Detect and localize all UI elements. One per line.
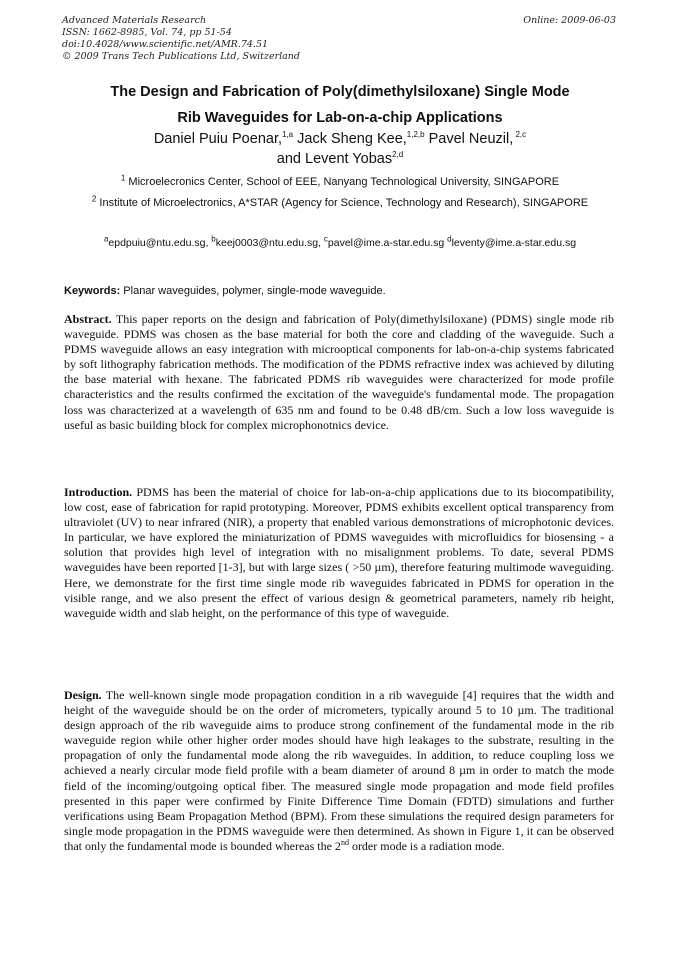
- online-date: Online: 2009-06-03: [523, 15, 616, 26]
- email-1[interactable]: epdpuiu@ntu.edu.sg,: [108, 237, 212, 249]
- email-list: [75, 236, 605, 251]
- paper-title: [70, 79, 610, 131]
- issn-line: ISSN: 1662-8985, Vol. 74, pp 51-54: [62, 27, 232, 38]
- journal-name: Advanced Materials Research: [62, 15, 207, 26]
- doi-line: doi:10.4028/www.scientific.net/AMR.74.51: [62, 39, 269, 50]
- author-yobas: and Levent Yobas: [276, 151, 393, 167]
- author-yobas-affil: 2,d: [392, 150, 404, 160]
- copyright-line: © 2009 Trans Tech Publications Ltd, Switzerland: [62, 51, 301, 62]
- email-4[interactable]: leventy@ime.a-star.edu.sg: [451, 237, 577, 249]
- design-section: [64, 688, 614, 854]
- email-4-marker: d: [447, 234, 452, 244]
- affiliation-1-text: Microelecronics Center, School of EEE, Nanyang Technological University, SINGAPORE: [125, 176, 560, 188]
- email-2[interactable]: keej0003@ntu.edu.sg,: [215, 237, 324, 249]
- author-kee-affil: 1,2,b: [406, 130, 425, 140]
- author-poenar-affil: 1,a: [282, 130, 294, 140]
- journal-header: [62, 15, 300, 63]
- design-text-end: order mode is a radiation mode.: [348, 838, 505, 853]
- email-1-marker: a: [103, 234, 109, 244]
- introduction-text: PDMS has been the material of choice for lab-on-a-chip applications due to its biocompatibility, low cost, ease of fabrication for rapid prototyping. Moreover, PDMS exhibits excellent optical transparency from ultraviolet (UV) to near infrared (NIR), a property that enabled various demonstrations of microphotonic devices. In particular, we have explored the miniaturization of PDMS waveguides with microfluidics for biosensing - a solution that provides high level of integration with no misalignment problems. To date, several PDMS waveguides have been reported [1-3], but with large sizes ( >50 µm), therefore featuring multimode waveguiding. Here, we demonstrate for the first time single mode rib waveguides fabricated in PDMS for operation in the visible range, and we also present the effect of various design & geometrical parameters, namely rib height, waveguide width and slab height, on the performance of this type of waveguide.: [64, 485, 614, 620]
- abstract-heading: Abstract.: [64, 312, 112, 326]
- author-poenar: Daniel Puiu Poenar,: [153, 131, 282, 147]
- abstract-section: [64, 312, 614, 433]
- keywords: [64, 284, 616, 298]
- email-3[interactable]: pavel@ime.a-star.edu.sg: [327, 237, 448, 249]
- affiliation-1-number: 1: [120, 173, 126, 183]
- author-list: [70, 129, 610, 169]
- author-neuzil-affil: 2,c: [513, 130, 527, 140]
- introduction-heading: Introduction.: [64, 485, 133, 499]
- author-kee: Jack Sheng Kee,: [293, 131, 407, 147]
- title-line-1: The Design and Fabrication of Poly(dimethylsiloxane) Single Mode: [110, 84, 570, 100]
- affiliation-2-text: Institute of Microelectronics, A*STAR (Agency for Science, Technology and Research), SINGAPORE: [96, 197, 589, 209]
- design-text: The well-known single mode propagation condition in a rib waveguide [4] requires that the width and height of the waveguide should be on the order of micrometers, typically around 5 to 10 µm. The traditional design approach of the rib waveguide aims to produce strong confinement of the fundamental mode in the rib waveguide region while other higher order modes should have high leakages to the substrate, resulting in the propagation of only the fundamental mode along the rib waveguides. In addition, to reduce coupling loss we achieved a nearly circular mode field profile with a beam diameter of around 8 µm in order to match the mode field of the incoming/outgoing optical fiber. The measured single mode propagation and mode field profiles presented in this paper were confirmed by Finite Difference Time Domain (FDTD) simulations and further verifications using Beam Propagation Method (BPM). From these simulations the required design parameters for single mode propagation in the PDMS waveguide were then determined. As shown in Figure 1, it can be observed that only the fundamental mode is bounded whereas the 2: [64, 688, 614, 853]
- affiliation-1: [75, 175, 605, 190]
- keywords-text: Planar waveguides, polymer, single-mode waveguide.: [120, 285, 386, 297]
- design-ordinal-suffix: nd: [340, 837, 349, 847]
- affiliation-2: [75, 196, 605, 211]
- title-line-2: Rib Waveguides for Lab-on-a-chip Applications: [177, 110, 503, 126]
- online-date-header: [523, 15, 616, 27]
- introduction-section: [64, 485, 614, 621]
- design-heading: Design.: [64, 688, 102, 702]
- affiliation-2-number: 2: [91, 194, 97, 204]
- abstract-text: This paper reports on the design and fabrication of Poly(dimethylsiloxane) (PDMS) single mode rib waveguide. PDMS was chosen as the base material for both the core and cladding of the waveguide. Such a PDMS waveguide allows an easy integration with microoptical components for lab-on-a-chip systems fabricated by soft lithography fabrication methods. The modification of the PDMS refractive index was achieved by diluting the base material with hexane. The fabricated PDMS rib waveguides were characterized for mode profile characteristics and the results confirmed the excitation of the waveguide's fundamental mode. The propagation loss was characterized at a wavelength of 635 nm and found to be 0.48 dB/cm. Such a low loss waveguide is useful as basic building block for complex microphonotnics device.: [64, 312, 614, 432]
- email-3-marker: c: [323, 234, 328, 244]
- email-2-marker: b: [211, 234, 216, 244]
- author-neuzil: Pavel Neuzil,: [424, 131, 514, 147]
- keywords-label: Keywords:: [64, 285, 121, 297]
